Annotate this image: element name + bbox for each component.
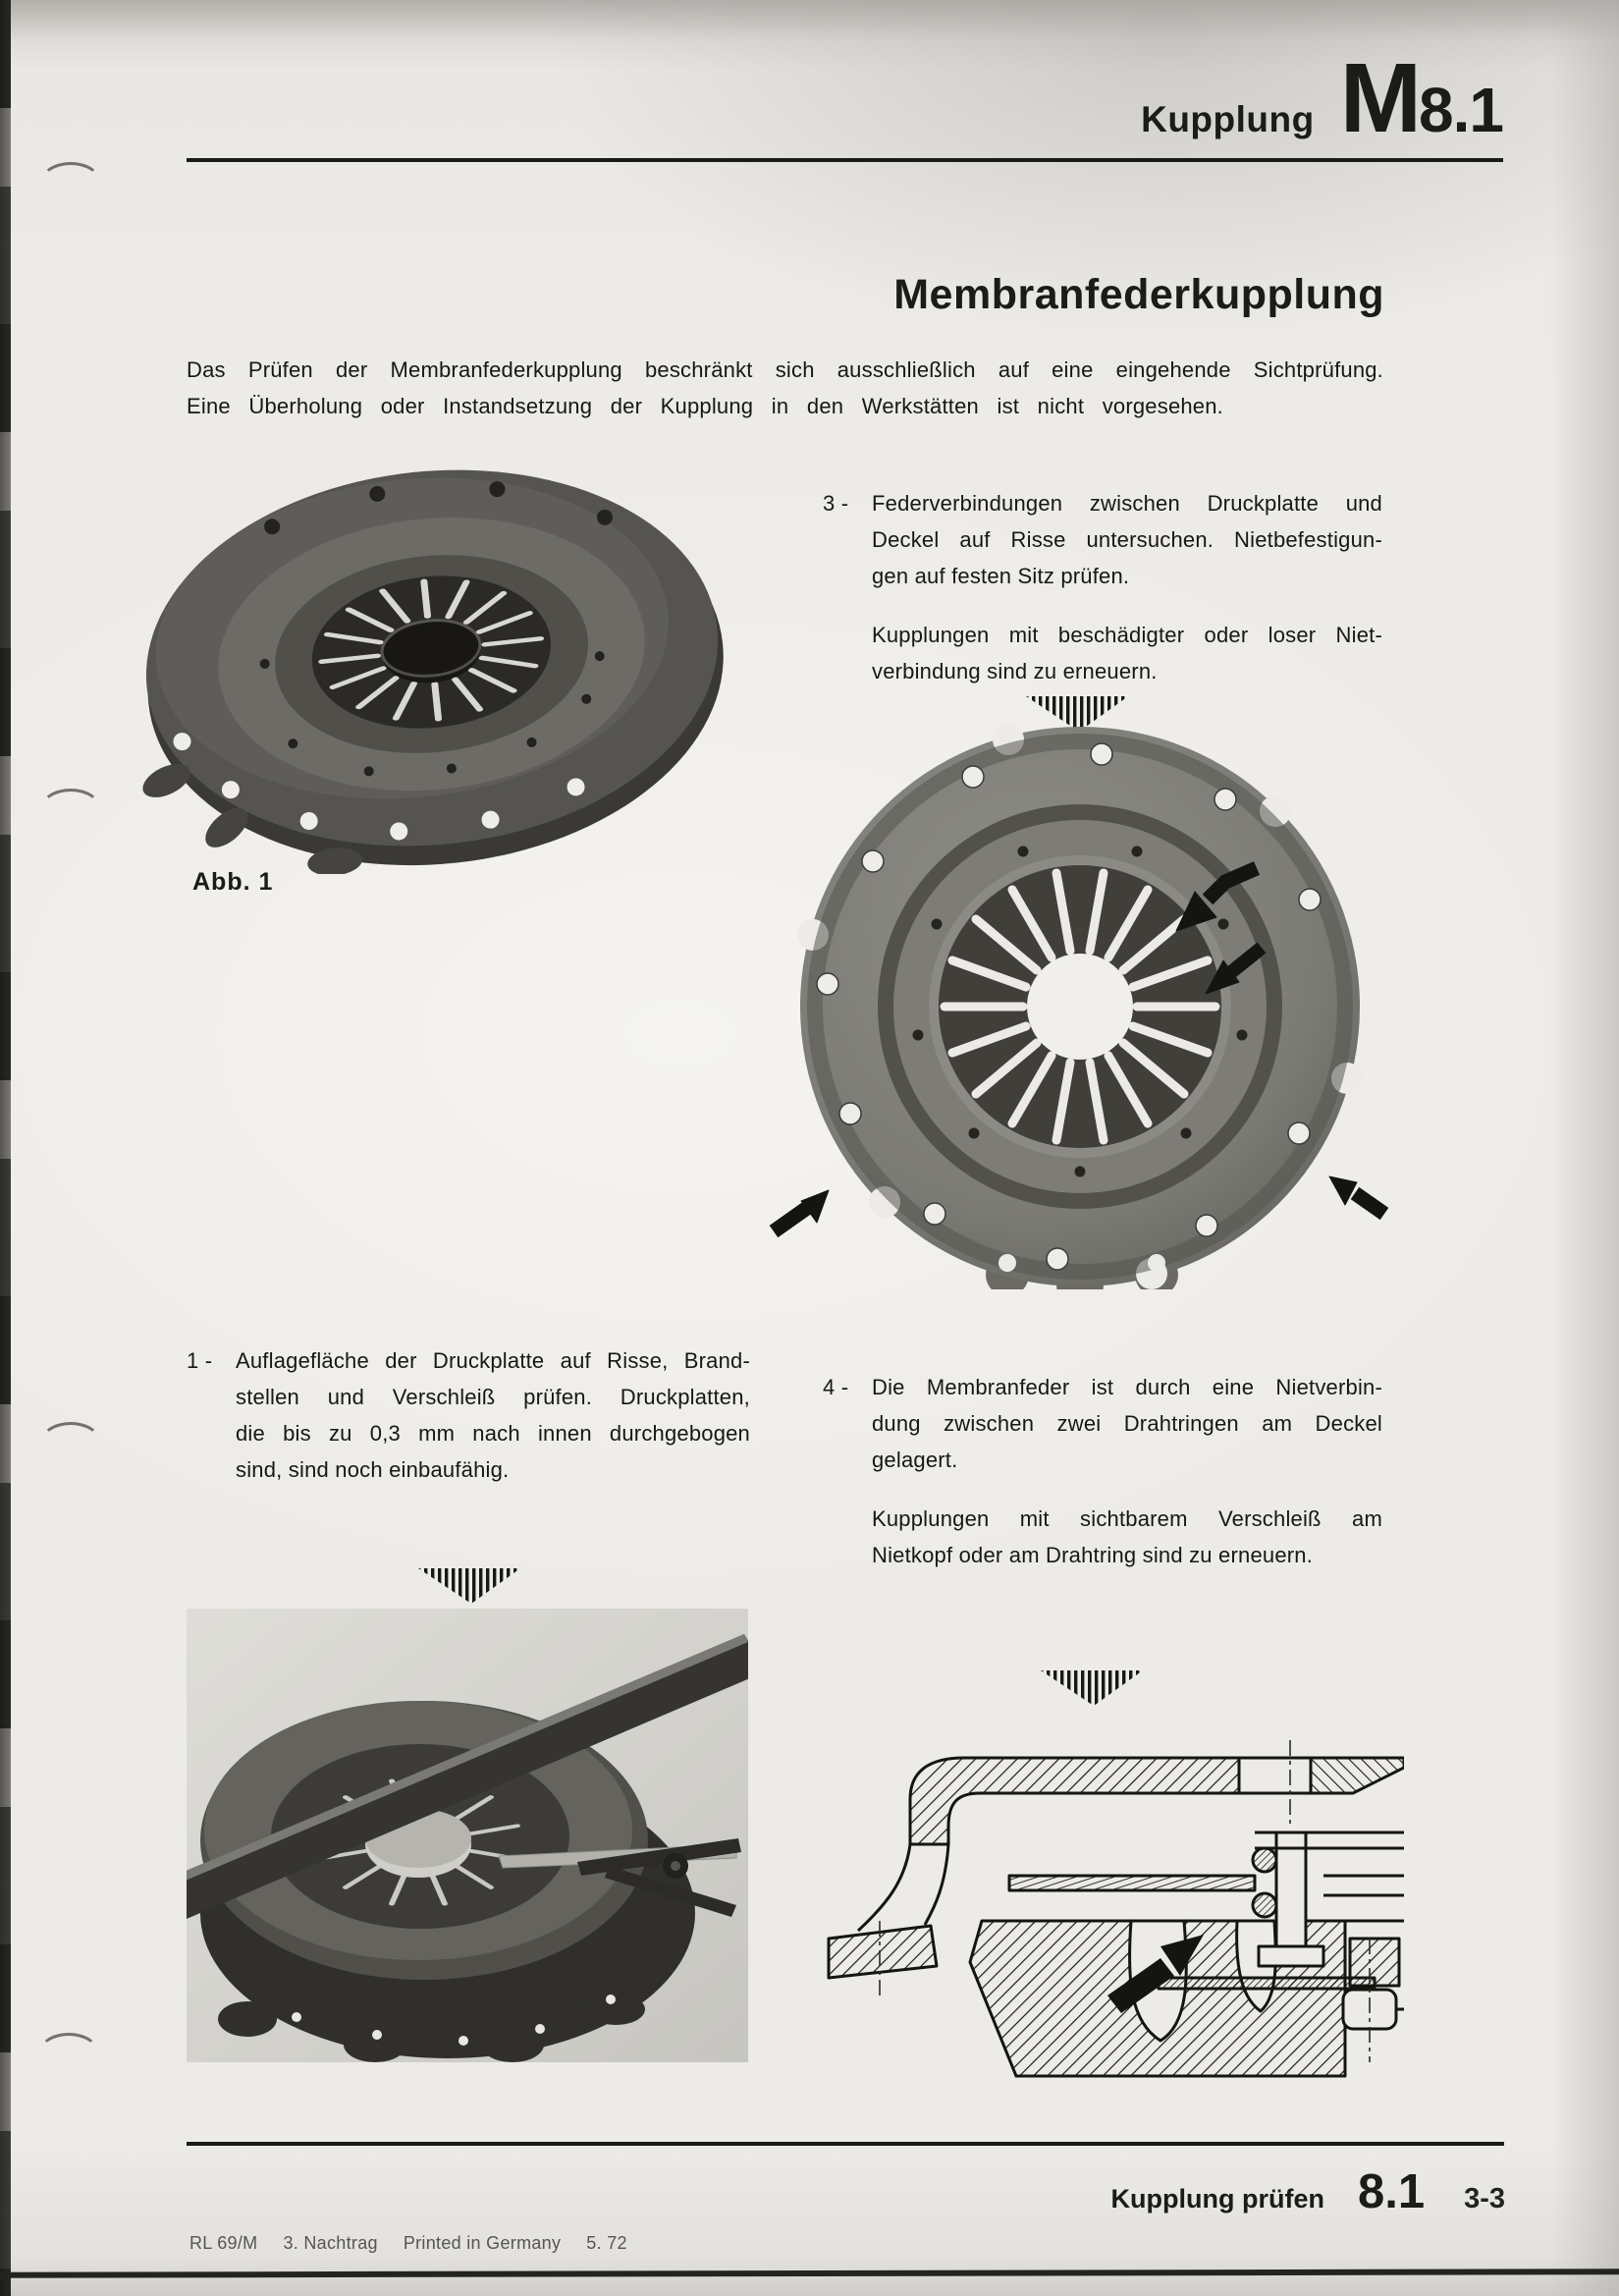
header-section-label: Kupplung: [1141, 99, 1315, 139]
view-direction-marker-icon: [1039, 1669, 1145, 1707]
footer-section-code: 8.1: [1357, 2165, 1426, 2218]
header-rule: [187, 158, 1503, 162]
figure-flatness-check: [187, 1609, 748, 2062]
item-text: [236, 1342, 750, 1488]
instruction-item-3: [823, 485, 1382, 689]
clutch-photo-front-icon: [766, 725, 1394, 1289]
clutch-photo-oblique-icon: [130, 458, 736, 874]
page-footer: [1110, 2165, 1506, 2218]
clutch-cover-section-drawing-icon: [815, 1738, 1404, 2092]
item-number: 4 -: [823, 1375, 849, 1399]
binder-hole-arc: [39, 162, 102, 205]
footer-page-label: Kupplung prüfen: [1110, 2184, 1324, 2214]
footer-rule: [187, 2142, 1504, 2146]
page-header: [1141, 43, 1503, 153]
text-line: die bis zu 0,3 mm nach innen durchgebogen: [236, 1421, 750, 1446]
item-text: [872, 485, 1382, 689]
text-line: Die Membranfeder ist durch eine Nietverbin-: [872, 1375, 1382, 1399]
page-bottom-edge: [0, 2269, 1619, 2277]
instruction-item-1: [187, 1342, 750, 1488]
text-line: Federverbindungen zwischen Druckplatte und: [872, 491, 1382, 516]
scan-torn-edge: [0, 0, 11, 2296]
text-line: Kupplungen mit sichtbarem Verschleiß am: [872, 1506, 1382, 1531]
text-line: verbindung sind zu erneuern.: [872, 659, 1158, 683]
text-line: stellen und Verschleiß prüfen. Druckplatten,: [236, 1385, 750, 1409]
header-code-letter: M: [1339, 43, 1420, 153]
text-line: Auflagefläche der Druckplatte auf Risse, Brand-: [236, 1348, 750, 1373]
intro-line: Eine Überholung oder Instandsetzung der Kupplung in den Werkstätten ist nicht vorgesehen.: [187, 394, 1223, 418]
clutch-flatness-check-photo-icon: [187, 1609, 748, 2062]
binder-hole-arc: [39, 789, 102, 832]
text-line: sind, sind noch einbaufähig.: [236, 1457, 510, 1482]
view-direction-marker-icon: [417, 1567, 521, 1605]
figure-section-drawing: [815, 1738, 1404, 2092]
scan-right-shadow: [1550, 0, 1619, 2296]
text-line: Nietkopf oder am Drahtring sind zu erneuern.: [872, 1543, 1314, 1567]
text-line: Deckel auf Risse untersuchen. Nietbefestigun-: [872, 527, 1382, 552]
instruction-item-4: [823, 1369, 1382, 1573]
intro-paragraph: [187, 352, 1383, 424]
text-line: gen auf festen Sitz prüfen.: [872, 564, 1130, 588]
text-line: gelagert.: [872, 1448, 958, 1472]
item-number: 3 -: [823, 491, 849, 516]
imprint-part: 3. Nachtrag: [283, 2233, 378, 2253]
header-code-number: 8.1: [1419, 75, 1503, 145]
intro-line: Das Prüfen der Membranfederkupplung beschränkt sich ausschließlich auf eine eingehende Sichtprüfung.: [187, 357, 1383, 382]
imprint-part: Printed in Germany: [403, 2233, 562, 2253]
binder-hole-arc: [39, 1422, 102, 1465]
figure-abb1: [130, 458, 736, 874]
item-text: [872, 1369, 1382, 1573]
footer-page-number: 3-3: [1464, 2183, 1505, 2214]
imprint-part: 5. 72: [586, 2233, 627, 2253]
figure-caption: Abb. 1: [192, 868, 274, 896]
imprint-line: [189, 2233, 653, 2254]
imprint-part: RL 69/M: [189, 2233, 258, 2253]
item-number: 1 -: [187, 1348, 213, 1373]
text-line: dung zwischen zwei Drahtringen am Deckel: [872, 1411, 1382, 1436]
figure-clutch-front: [766, 725, 1394, 1289]
page-title: Membranfederkupplung: [893, 271, 1384, 318]
binder-hole-arc: [37, 2033, 100, 2076]
text-line: Kupplungen mit beschädigter oder loser Niet-: [872, 623, 1382, 647]
